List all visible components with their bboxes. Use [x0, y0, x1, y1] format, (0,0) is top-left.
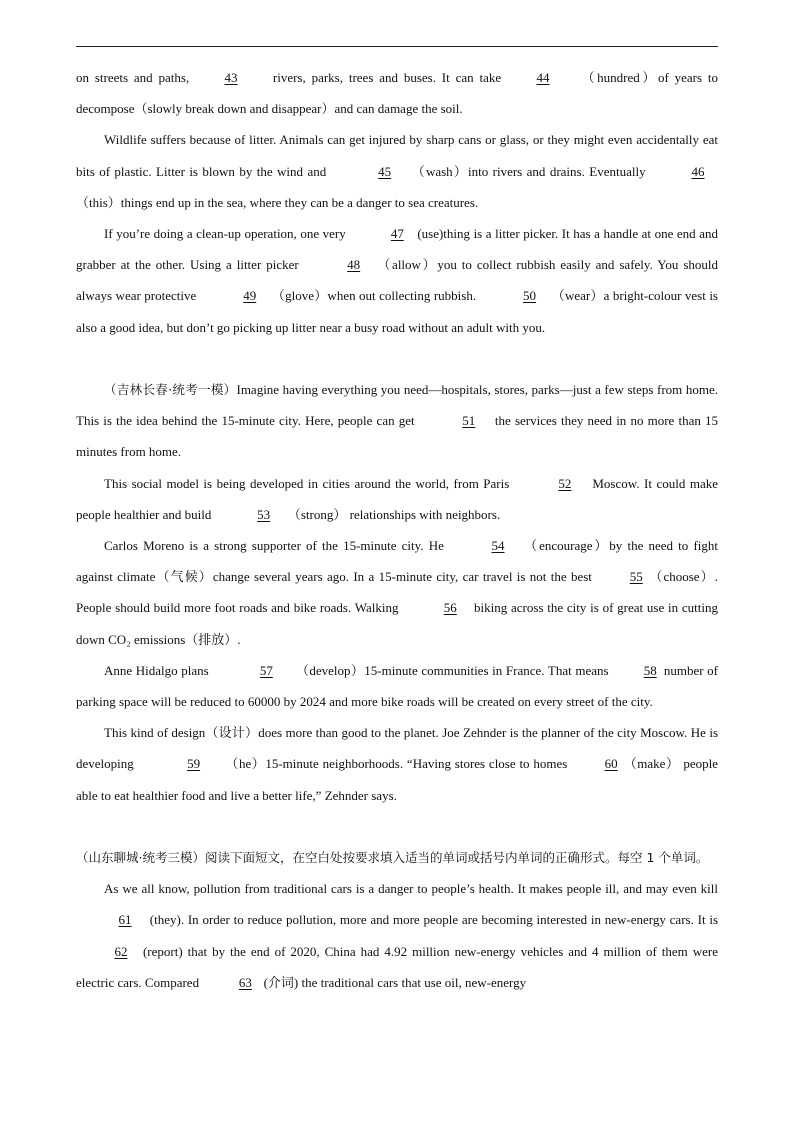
passage1-paragraph-2: Wildlife suffers because of litter. Animals can get injured by sharp cans or glass, or they might even accidentally eat bits of plastic. Litter is blown by the wind and 45 （wash）into rivers and drains. Eventually 46（this）things end up in the sea, where they can be a danger to sea creatures. — [76, 132, 718, 210]
passage3-paragraph-1: As we all know, pollution from traditional cars is a danger to people’s health. It makes people ill, and may even kill 61 (they). In order to reduce pollution, more and more people are becoming interested in new-energy cars. It is 62 (report) that by the end of 2020, China had 4.92 million new-energy vehicles and 4 million of them were electric cars. Compared 63 (介词) the traditional cars that use oil, new-energy — [76, 873, 718, 998]
passage2-paragraph-1: （吉林长春·统考一模）Imagine having everything you need—hospitals, stores, parks—just a few steps from home. This is the idea behind the 15-minute city. Here, people can get 51 the services they need in no more than 15 minutes from home. — [76, 382, 718, 460]
blank-58[interactable]: 58 — [643, 662, 657, 678]
blank-53[interactable]: 53 — [257, 506, 271, 522]
section-gap — [76, 343, 718, 374]
passage2-paragraph-4: Anne Hidalgo plans 57 （develop）15-minute communities in France. That means 58 number of parking space will be reduced to 60000 by 2024 and more bike roads will be created on every street of the city. — [76, 655, 718, 717]
header-rule — [76, 46, 718, 47]
blank-54[interactable]: 54 — [491, 538, 505, 554]
blank-60[interactable]: 60 — [604, 756, 618, 772]
blank-63[interactable]: 63 — [238, 974, 252, 990]
blank-45[interactable]: 45 — [378, 163, 392, 179]
blank-57[interactable]: 57 — [259, 662, 273, 678]
blank-44[interactable]: 44 — [536, 70, 550, 85]
passage2-paragraph-2: This social model is being developed in cities around the world, from Paris 52 Moscow. It could make people healthier and build 53 （strong） relationships with neighbors. — [76, 468, 718, 530]
passage1-paragraph-3: If you’re doing a clean-up operation, one very 47 (use)thing is a litter picker. It has a handle at one end and grabber at the other. Using a litter picker 48 （allow）you to collect rubbish easily and safely. You should always wear protective 49 （glove）when out collecting rubbish. 50 （wear）a bright-colour vest is also a good idea, but don’t go picking up litter near a busy road without an adult with you. — [76, 218, 718, 343]
passage1-paragraph-1: on streets and paths, 43 rivers, parks, trees and buses. It can take 44 （hundred）of years to decompose（slowly break down and disappear）and can damage the soil. — [76, 62, 718, 124]
blank-59[interactable]: 59 — [187, 756, 201, 772]
blank-50[interactable]: 50 — [523, 288, 537, 304]
blank-47[interactable]: 47 — [390, 226, 404, 242]
blank-61[interactable]: 61 — [118, 912, 132, 928]
blank-51[interactable]: 51 — [462, 413, 476, 429]
blank-46[interactable]: 46 — [691, 163, 705, 179]
section-gap — [76, 811, 718, 842]
blank-56[interactable]: 56 — [443, 600, 457, 616]
blank-52[interactable]: 52 — [558, 475, 572, 491]
document-body — [76, 62, 718, 998]
passage2-paragraph-5: This kind of design（设计）does more than good to the planet. Joe Zehnder is the planner of the city Moscow. He is developing 59 （he）15-minute neighborhoods. “Having stores close to homes 60 （make） people able to eat healthier food and live a better life,” Zehnder says. — [76, 725, 718, 803]
blank-55[interactable]: 55 — [629, 569, 643, 585]
source-label: （吉林长春·统考一模） — [104, 382, 237, 398]
blank-49[interactable]: 49 — [243, 288, 257, 304]
passage2-paragraph-3: Carlos Moreno is a strong supporter of the 15-minute city. He 54 （encourage）by the need to fight against climate（气候）change several years ago. In a 15-minute city, car travel is not the best 55 （choose）. People should build more foot roads and bike roads. Walking 56 biking across the city is of great use in cutting down CO₂ emissions（排放）. — [76, 530, 718, 655]
blank-43[interactable]: 43 — [224, 70, 238, 85]
blank-48[interactable]: 48 — [347, 257, 361, 273]
passage3-instructions: （山东聊城·统考三模）阅读下面短文，在空白处按要求填入适当的单词或括号内单词的正确形式。每空 1 个单词。 — [76, 850, 709, 866]
blank-62[interactable]: 62 — [114, 943, 128, 959]
